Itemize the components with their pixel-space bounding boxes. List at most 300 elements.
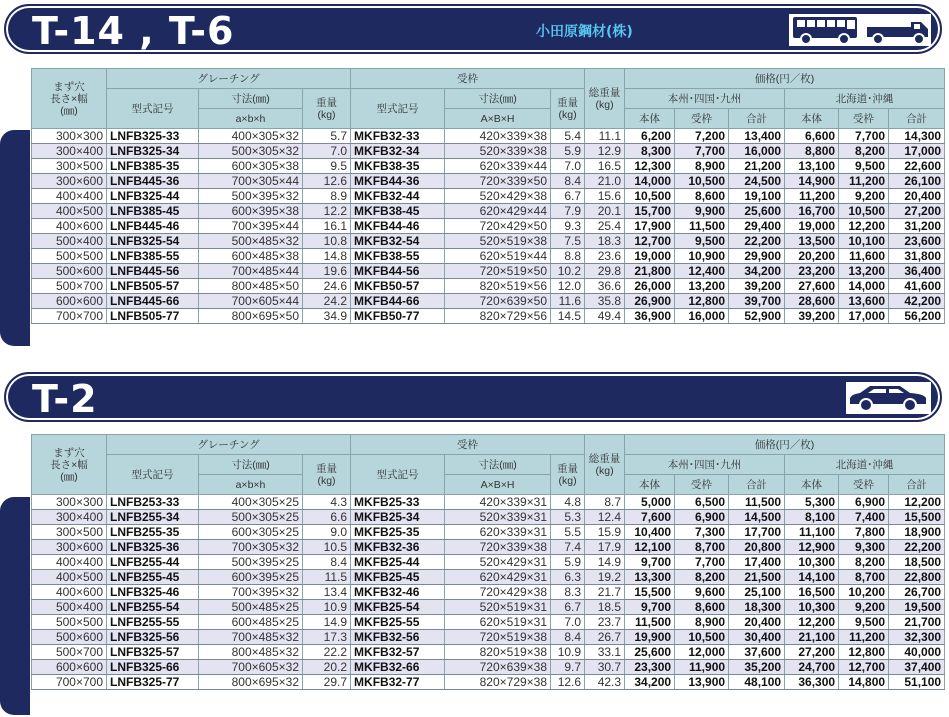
- cell-grating-dims: 800×485×50: [199, 279, 303, 294]
- cell-frame-dims: 520×519×38: [445, 234, 551, 249]
- cell-frame-model: MKFB50-57: [351, 279, 445, 294]
- cell-frame-model: MKFB25-34: [351, 510, 445, 525]
- cell-price-frame: 16,000: [675, 309, 729, 324]
- cell-size: 300×500: [32, 525, 107, 540]
- cell-total-weight: 29.8: [585, 264, 625, 279]
- cell-size: 400×500: [32, 570, 107, 585]
- header-frame: 受枠: [351, 69, 585, 89]
- cell-grating-model: LNFB325-54: [107, 234, 199, 249]
- cell-price-frame-hokkaido: 13,200: [839, 264, 889, 279]
- cell-frame-model: MKFB25-33: [351, 495, 445, 510]
- cell-frame-model: MKFB25-45: [351, 570, 445, 585]
- cell-frame-model: MKFB25-54: [351, 600, 445, 615]
- table-row: [32, 660, 945, 675]
- cell-price-frame-hokkaido: 11,200: [839, 174, 889, 189]
- header-price: 価格(円／枚): [625, 69, 945, 89]
- cell-frame-model: MKFB32-34: [351, 144, 445, 159]
- cell-price-frame-hokkaido: 10,200: [839, 585, 889, 600]
- cell-price-frame-hokkaido: 9,300: [839, 540, 889, 555]
- cell-price-frame: 10,900: [675, 249, 729, 264]
- cell-frame-dims: 620×519×44: [445, 249, 551, 264]
- price-table-t14-t6: [31, 68, 945, 324]
- cell-frame-model: MKFB32-46: [351, 585, 445, 600]
- car-icon: [846, 382, 931, 414]
- table-row: [32, 144, 945, 159]
- cell-price-frame: 9,500: [675, 234, 729, 249]
- cell-price-sum-hokkaido: 23,600: [889, 234, 945, 249]
- cell-price-body: 9,700: [625, 600, 675, 615]
- cell-price-body: 15,500: [625, 585, 675, 600]
- cell-total-weight: 25.4: [585, 219, 625, 234]
- cell-frame-weight: 6.3: [551, 570, 585, 585]
- cell-price-frame: 8,900: [675, 615, 729, 630]
- cell-total-weight: 18.5: [585, 600, 625, 615]
- cell-price-frame-hokkaido: 11,200: [839, 630, 889, 645]
- cell-grating-dims: 500×395×25: [199, 555, 303, 570]
- cell-frame-weight: 5.3: [551, 510, 585, 525]
- cell-size: 500×400: [32, 234, 107, 249]
- header-sum: 合計: [729, 475, 785, 495]
- cell-price-sum: 30,400: [729, 630, 785, 645]
- header-total-weight: 総重量 (kg): [585, 435, 625, 495]
- cell-grating-weight: 8.9: [303, 189, 351, 204]
- cell-price-sum: 52,900: [729, 309, 785, 324]
- cell-size: 300×600: [32, 174, 107, 189]
- cell-grating-dims: 700×485×44: [199, 264, 303, 279]
- cell-price-frame-hokkaido: 10,100: [839, 234, 889, 249]
- cell-price-frame: 8,600: [675, 189, 729, 204]
- cell-price-frame: 10,500: [675, 630, 729, 645]
- cell-price-sum-hokkaido: 26,700: [889, 585, 945, 600]
- cell-total-weight: 8.7: [585, 495, 625, 510]
- cell-price-frame: 7,300: [675, 525, 729, 540]
- cell-frame-weight: 5.9: [551, 555, 585, 570]
- header-dims-sub: A×B×H: [445, 109, 551, 129]
- cell-price-frame: 6,900: [675, 510, 729, 525]
- table-row: [32, 495, 945, 510]
- cell-price-frame-hokkaido: 6,900: [839, 495, 889, 510]
- cell-frame-dims: 720×519×38: [445, 630, 551, 645]
- cell-total-weight: 26.7: [585, 630, 625, 645]
- vehicle-icons: [789, 14, 931, 46]
- cell-grating-weight: 9.0: [303, 525, 351, 540]
- cell-frame-weight: 9.3: [551, 219, 585, 234]
- cell-grating-model: LNFB255-54: [107, 600, 199, 615]
- cell-total-weight: 18.3: [585, 234, 625, 249]
- cell-size: 400×500: [32, 204, 107, 219]
- cell-grating-dims: 500×305×25: [199, 510, 303, 525]
- cell-price-frame-hokkaido: 13,600: [839, 294, 889, 309]
- table-row: [32, 279, 945, 294]
- cell-frame-model: MKFB32-33: [351, 129, 445, 144]
- table-row: [32, 510, 945, 525]
- cell-total-weight: 36.6: [585, 279, 625, 294]
- cell-price-frame: 8,200: [675, 570, 729, 585]
- cell-price-body: 25,600: [625, 645, 675, 660]
- cell-frame-weight: 6.7: [551, 189, 585, 204]
- cell-price-frame: 6,500: [675, 495, 729, 510]
- cell-price-sum: 29,400: [729, 219, 785, 234]
- cell-frame-model: MKFB32-54: [351, 234, 445, 249]
- cell-grating-weight: 29.7: [303, 675, 351, 690]
- cell-frame-dims: 620×519×31: [445, 615, 551, 630]
- table-row: [32, 159, 945, 174]
- cell-frame-weight: 10.2: [551, 264, 585, 279]
- cell-price-frame: 9,600: [675, 585, 729, 600]
- cell-frame-model: MKFB32-77: [351, 675, 445, 690]
- cell-price-sum: 24,500: [729, 174, 785, 189]
- cell-price-frame-hokkaido: 12,700: [839, 660, 889, 675]
- cell-grating-model: LNFB325-56: [107, 630, 199, 645]
- cell-price-frame-hokkaido: 9,500: [839, 615, 889, 630]
- cell-grating-weight: 17.3: [303, 630, 351, 645]
- table-row: [32, 555, 945, 570]
- cell-grating-weight: 12.6: [303, 174, 351, 189]
- cell-price-body: 5,000: [625, 495, 675, 510]
- cell-price-body-hokkaido: 8,800: [785, 144, 839, 159]
- cell-price-frame: 12,400: [675, 264, 729, 279]
- cell-size: 700×700: [32, 675, 107, 690]
- cell-frame-weight: 14.5: [551, 309, 585, 324]
- cell-frame-weight: 5.4: [551, 129, 585, 144]
- cell-grating-weight: 16.1: [303, 219, 351, 234]
- header-grating: グレーチング: [107, 69, 351, 89]
- cell-frame-dims: 420×339×31: [445, 495, 551, 510]
- cell-total-weight: 33.1: [585, 645, 625, 660]
- cell-grating-dims: 700×485×32: [199, 630, 303, 645]
- cell-price-body: 10,400: [625, 525, 675, 540]
- cell-price-frame-hokkaido: 11,600: [839, 249, 889, 264]
- cell-grating-weight: 10.8: [303, 234, 351, 249]
- cell-price-body: 13,300: [625, 570, 675, 585]
- cell-price-body-hokkaido: 12,200: [785, 615, 839, 630]
- cell-price-frame: 11,500: [675, 219, 729, 234]
- section-sidebar: [0, 130, 30, 346]
- cell-price-sum-hokkaido: 20,400: [889, 189, 945, 204]
- cell-price-sum: 25,600: [729, 204, 785, 219]
- cell-size: 500×600: [32, 630, 107, 645]
- cell-frame-dims: 820×729×56: [445, 309, 551, 324]
- cell-size: 300×600: [32, 540, 107, 555]
- header-weight: 重量 (kg): [551, 89, 585, 129]
- cell-total-weight: 19.2: [585, 570, 625, 585]
- header-dims: 寸法(㎜): [445, 455, 551, 475]
- table-body: [32, 129, 945, 324]
- cell-price-frame-hokkaido: 7,700: [839, 129, 889, 144]
- cell-total-weight: 14.9: [585, 555, 625, 570]
- cell-frame-weight: 8.4: [551, 630, 585, 645]
- header-size: まず穴 長さ×幅 (㎜): [32, 435, 107, 495]
- cell-size: 600×600: [32, 294, 107, 309]
- table-row: [32, 615, 945, 630]
- table-row: [32, 309, 945, 324]
- cell-frame-dims: 620×429×31: [445, 570, 551, 585]
- cell-size: 300×400: [32, 510, 107, 525]
- header-dims-sub: a×b×h: [199, 109, 303, 129]
- cell-price-body-hokkaido: 39,200: [785, 309, 839, 324]
- cell-price-sum-hokkaido: 32,300: [889, 630, 945, 645]
- table-row: [32, 540, 945, 555]
- cell-price-sum: 34,200: [729, 264, 785, 279]
- cell-price-sum: 20,400: [729, 615, 785, 630]
- cell-frame-dims: 420×339×38: [445, 129, 551, 144]
- cell-price-sum: 35,200: [729, 660, 785, 675]
- cell-price-body: 26,000: [625, 279, 675, 294]
- cell-price-sum-hokkaido: 21,700: [889, 615, 945, 630]
- table-row: [32, 189, 945, 204]
- cell-price-sum-hokkaido: 12,200: [889, 495, 945, 510]
- cell-price-frame: 7,200: [675, 129, 729, 144]
- cell-size: 300×500: [32, 159, 107, 174]
- cell-size: 500×700: [32, 645, 107, 660]
- header-body: 本体: [785, 475, 839, 495]
- cell-grating-weight: 11.5: [303, 570, 351, 585]
- cell-frame-weight: 8.4: [551, 174, 585, 189]
- cell-frame-model: MKFB38-45: [351, 204, 445, 219]
- cell-price-frame: 13,200: [675, 279, 729, 294]
- section-banner-t14-t6: [4, 4, 942, 54]
- cell-frame-model: MKFB25-55: [351, 615, 445, 630]
- cell-price-frame-hokkaido: 9,200: [839, 600, 889, 615]
- cell-price-frame: 8,900: [675, 159, 729, 174]
- cell-frame-weight: 6.7: [551, 600, 585, 615]
- cell-price-sum-hokkaido: 36,400: [889, 264, 945, 279]
- cell-frame-dims: 820×519×56: [445, 279, 551, 294]
- cell-total-weight: 16.5: [585, 159, 625, 174]
- cell-frame-model: MKFB44-46: [351, 219, 445, 234]
- cell-frame-dims: 620×339×31: [445, 525, 551, 540]
- table-row: [32, 630, 945, 645]
- cell-grating-model: LNFB445-66: [107, 294, 199, 309]
- cell-price-body-hokkaido: 11,100: [785, 525, 839, 540]
- header-sum: 合計: [729, 109, 785, 129]
- cell-grating-weight: 7.0: [303, 144, 351, 159]
- table-row: [32, 204, 945, 219]
- cell-frame-weight: 7.0: [551, 159, 585, 174]
- cell-price-frame: 9,900: [675, 204, 729, 219]
- cell-grating-weight: 9.5: [303, 159, 351, 174]
- cell-total-weight: 35.8: [585, 294, 625, 309]
- cell-price-body: 19,000: [625, 249, 675, 264]
- table-row: [32, 570, 945, 585]
- cell-price-frame-hokkaido: 7,400: [839, 510, 889, 525]
- header-frame-price: 受枠: [675, 109, 729, 129]
- cell-grating-model: LNFB325-44: [107, 189, 199, 204]
- company-name: 小田原鋼材(株): [536, 24, 633, 40]
- cell-price-body-hokkaido: 6,600: [785, 129, 839, 144]
- cell-total-weight: 42.3: [585, 675, 625, 690]
- cell-price-sum-hokkaido: 22,200: [889, 540, 945, 555]
- cell-grating-model: LNFB385-45: [107, 204, 199, 219]
- cell-price-frame-hokkaido: 8,200: [839, 555, 889, 570]
- cell-price-body-hokkaido: 23,200: [785, 264, 839, 279]
- cell-price-body: 19,900: [625, 630, 675, 645]
- cell-price-frame-hokkaido: 14,800: [839, 675, 889, 690]
- cell-grating-weight: 6.6: [303, 510, 351, 525]
- header-total-weight: 総重量 (kg): [585, 69, 625, 129]
- cell-price-sum: 14,500: [729, 510, 785, 525]
- cell-frame-weight: 8.8: [551, 249, 585, 264]
- cell-grating-dims: 600×485×25: [199, 615, 303, 630]
- cell-price-sum: 13,400: [729, 129, 785, 144]
- cell-price-body: 26,900: [625, 294, 675, 309]
- cell-size: 400×600: [32, 219, 107, 234]
- cell-frame-weight: 10.9: [551, 645, 585, 660]
- cell-price-sum: 37,600: [729, 645, 785, 660]
- cell-price-sum-hokkaido: 26,100: [889, 174, 945, 189]
- cell-grating-weight: 12.2: [303, 204, 351, 219]
- header-region-honshu: 本州･四国･九州: [625, 89, 785, 109]
- cell-price-sum: 11,500: [729, 495, 785, 510]
- cell-frame-dims: 720×639×38: [445, 660, 551, 675]
- section-banner-t2: [4, 372, 942, 422]
- header-sum: 合計: [889, 475, 945, 495]
- cell-grating-model: LNFB445-36: [107, 174, 199, 189]
- table-row: [32, 525, 945, 540]
- cell-price-frame: 10,500: [675, 174, 729, 189]
- cell-frame-weight: 9.7: [551, 660, 585, 675]
- cell-total-weight: 30.7: [585, 660, 625, 675]
- price-table-t2: [31, 434, 945, 690]
- cell-grating-model: LNFB505-57: [107, 279, 199, 294]
- cell-frame-dims: 520×429×31: [445, 555, 551, 570]
- cell-frame-weight: 4.8: [551, 495, 585, 510]
- cell-grating-weight: 14.9: [303, 615, 351, 630]
- cell-grating-model: LNFB505-77: [107, 309, 199, 324]
- cell-total-weight: 23.6: [585, 249, 625, 264]
- cell-frame-weight: 5.5: [551, 525, 585, 540]
- table-row: [32, 294, 945, 309]
- cell-price-body-hokkaido: 11,200: [785, 189, 839, 204]
- cell-grating-weight: 24.2: [303, 294, 351, 309]
- cell-grating-dims: 500×485×25: [199, 600, 303, 615]
- cell-price-body-hokkaido: 14,100: [785, 570, 839, 585]
- header-model: 型式記号: [351, 455, 445, 495]
- cell-price-frame: 12,000: [675, 645, 729, 660]
- cell-price-sum: 29,900: [729, 249, 785, 264]
- cell-grating-dims: 600×305×25: [199, 525, 303, 540]
- cell-grating-model: LNFB385-55: [107, 249, 199, 264]
- cell-frame-weight: 7.5: [551, 234, 585, 249]
- cell-price-sum: 39,200: [729, 279, 785, 294]
- cell-size: 500×500: [32, 249, 107, 264]
- cell-grating-dims: 400×305×32: [199, 129, 303, 144]
- cell-grating-dims: 600×395×38: [199, 204, 303, 219]
- cell-total-weight: 17.9: [585, 540, 625, 555]
- cell-price-body: 10,500: [625, 189, 675, 204]
- cell-price-frame: 13,900: [675, 675, 729, 690]
- cell-total-weight: 21.7: [585, 585, 625, 600]
- table-row: [32, 600, 945, 615]
- header-price: 価格(円／枚): [625, 435, 945, 455]
- header-dims-sub: a×b×h: [199, 475, 303, 495]
- cell-grating-model: LNFB255-34: [107, 510, 199, 525]
- cell-price-frame-hokkaido: 7,800: [839, 525, 889, 540]
- header-weight: 重量 (kg): [551, 455, 585, 495]
- cell-grating-model: LNFB255-44: [107, 555, 199, 570]
- cell-frame-weight: 12.6: [551, 675, 585, 690]
- cell-frame-dims: 520×519×31: [445, 600, 551, 615]
- cell-frame-model: MKFB32-36: [351, 540, 445, 555]
- cell-frame-model: MKFB32-57: [351, 645, 445, 660]
- cell-price-body-hokkaido: 21,100: [785, 630, 839, 645]
- cell-grating-weight: 5.7: [303, 129, 351, 144]
- cell-price-body-hokkaido: 16,500: [785, 585, 839, 600]
- cell-grating-weight: 10.5: [303, 540, 351, 555]
- truck-icon: [865, 14, 931, 46]
- cell-grating-model: LNFB325-46: [107, 585, 199, 600]
- cell-grating-dims: 700×395×44: [199, 219, 303, 234]
- cell-total-weight: 21.0: [585, 174, 625, 189]
- cell-price-sum: 17,700: [729, 525, 785, 540]
- cell-grating-dims: 800×485×32: [199, 645, 303, 660]
- cell-size: 500×700: [32, 279, 107, 294]
- cell-size: 300×400: [32, 144, 107, 159]
- header-frame-price: 受枠: [675, 475, 729, 495]
- cell-frame-dims: 720×339×50: [445, 174, 551, 189]
- cell-total-weight: 20.1: [585, 204, 625, 219]
- header-region-honshu: 本州･四国･九州: [625, 455, 785, 475]
- header-model: 型式記号: [107, 89, 199, 129]
- cell-price-body: 7,600: [625, 510, 675, 525]
- table-row: [32, 129, 945, 144]
- header-frame: 受枠: [351, 435, 585, 455]
- header-body: 本体: [625, 475, 675, 495]
- header-model: 型式記号: [107, 455, 199, 495]
- cell-grating-dims: 700×605×44: [199, 294, 303, 309]
- cell-price-sum-hokkaido: 17,000: [889, 144, 945, 159]
- cell-grating-dims: 400×305×25: [199, 495, 303, 510]
- table-body: [32, 495, 945, 690]
- cell-grating-model: LNFB445-56: [107, 264, 199, 279]
- cell-frame-model: MKFB25-44: [351, 555, 445, 570]
- cell-size: 400×400: [32, 555, 107, 570]
- header-body: 本体: [625, 109, 675, 129]
- cell-price-sum-hokkaido: 31,200: [889, 219, 945, 234]
- cell-frame-dims: 620×429×44: [445, 204, 551, 219]
- cell-grating-weight: 34.9: [303, 309, 351, 324]
- cell-price-frame-hokkaido: 10,500: [839, 204, 889, 219]
- cell-price-frame-hokkaido: 9,500: [839, 159, 889, 174]
- cell-frame-weight: 8.3: [551, 585, 585, 600]
- cell-price-frame: 12,800: [675, 294, 729, 309]
- header-dims: 寸法(㎜): [445, 89, 551, 109]
- cell-price-sum: 39,700: [729, 294, 785, 309]
- cell-grating-weight: 24.6: [303, 279, 351, 294]
- cell-frame-dims: 720×519×50: [445, 264, 551, 279]
- cell-frame-model: MKFB25-35: [351, 525, 445, 540]
- cell-price-body: 6,200: [625, 129, 675, 144]
- cell-frame-dims: 820×519×38: [445, 645, 551, 660]
- cell-price-sum-hokkaido: 51,100: [889, 675, 945, 690]
- cell-size: 400×600: [32, 585, 107, 600]
- cell-price-sum: 16,000: [729, 144, 785, 159]
- cell-price-frame: 7,700: [675, 144, 729, 159]
- cell-price-body-hokkaido: 13,500: [785, 234, 839, 249]
- cell-price-sum-hokkaido: 31,800: [889, 249, 945, 264]
- cell-price-body-hokkaido: 14,900: [785, 174, 839, 189]
- cell-frame-dims: 820×729×38: [445, 675, 551, 690]
- cell-grating-weight: 19.6: [303, 264, 351, 279]
- cell-price-sum-hokkaido: 37,400: [889, 660, 945, 675]
- header-size: まず穴 長さ×幅 (㎜): [32, 69, 107, 129]
- cell-total-weight: 12.9: [585, 144, 625, 159]
- cell-size: 700×700: [32, 309, 107, 324]
- section-title: T-14 , T-6: [32, 9, 235, 53]
- cell-grating-weight: 22.2: [303, 645, 351, 660]
- cell-price-body-hokkaido: 19,000: [785, 219, 839, 234]
- cell-grating-dims: 500×395×32: [199, 189, 303, 204]
